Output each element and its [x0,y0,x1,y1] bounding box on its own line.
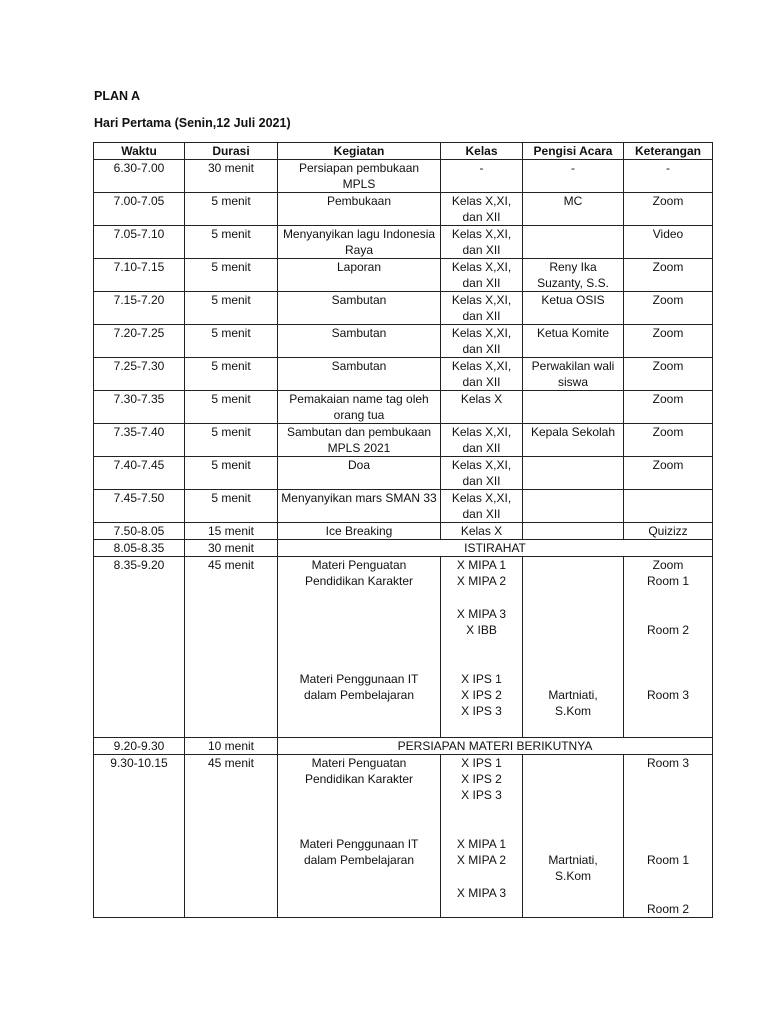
cell-durasi: 30 menit [185,540,278,557]
cell-durasi: 5 menit [185,226,278,259]
header-durasi: Durasi [185,143,278,160]
break-row [94,540,713,557]
cell-kelas: Kelas X,XI, dan XII [441,226,523,259]
cell-waktu: 9.30-10.15 [94,755,185,918]
break-label: ISTIRAHAT [278,540,713,557]
cell-pengisi [523,226,624,259]
cell-durasi: 15 menit [185,523,278,540]
cell-waktu: 7.20-7.25 [94,325,185,358]
kegiatan-line: dalam Pembelajaran [303,688,415,702]
cell-waktu: 7.05-7.10 [94,226,185,259]
cell-kelas: - [441,160,523,193]
header-keterangan: Keterangan [624,143,713,160]
cell-kelas: Kelas X,XI, dan XII [441,424,523,457]
kelas-line: X IPS 1 [461,672,502,686]
cell-durasi: 5 menit [185,358,278,391]
plan-title: PLAN A [94,89,141,103]
cell-durasi: 5 menit [185,193,278,226]
kelas-line: X IPS 3 [461,704,502,718]
header-pengisi-acara: Pengisi Acara [523,143,624,160]
cell-pengisi [523,391,624,424]
table-row [94,391,713,424]
cell-waktu: 7.35-7.40 [94,424,185,457]
kelas-line: X IPS 1 [461,756,502,770]
cell-keterangan: Video [624,226,713,259]
kelas-line: X IPS 2 [461,688,502,702]
day-title: Hari Pertama (Senin,12 Juli 2021) [94,116,291,130]
keterangan-line: Room 1 [646,853,690,867]
table-row [94,259,713,292]
cell-kegiatan [278,755,441,918]
cell-pengisi: Ketua Komite [523,325,624,358]
kegiatan-line: Materi Penguatan [311,756,407,770]
schedule-table [93,142,713,918]
cell-durasi: 5 menit [185,325,278,358]
kelas-line: X IPS 2 [461,772,502,786]
cell-waktu: 8.35-9.20 [94,557,185,738]
cell-waktu: 9.20-9.30 [94,738,185,755]
cell-waktu: 7.10-7.15 [94,259,185,292]
cell-keterangan: Zoom [624,391,713,424]
cell-durasi: 5 menit [185,457,278,490]
cell-durasi: 10 menit [185,738,278,755]
cell-pengisi: MC [523,193,624,226]
cell-kegiatan: Menyanyikan mars SMAN 33 [278,490,441,523]
header-waktu: Waktu [94,143,185,160]
cell-keterangan: Zoom [624,424,713,457]
keterangan-line: Zoom [652,558,684,572]
table-row [94,226,713,259]
cell-kegiatan: Sambutan dan pembukaan MPLS 2021 [278,424,441,457]
cell-keterangan: Quizizz [624,523,713,540]
table-row [94,523,713,540]
cell-kegiatan: Sambutan [278,358,441,391]
kegiatan-line: dalam Pembelajaran [303,853,415,867]
cell-kelas [441,557,523,738]
cell-kegiatan: Laporan [278,259,441,292]
table-row [94,490,713,523]
cell-pengisi [523,523,624,540]
cell-pengisi: Reny Ika Suzanty, S.S. [523,259,624,292]
cell-durasi: 5 menit [185,424,278,457]
cell-kegiatan: Ice Breaking [278,523,441,540]
cell-keterangan: Zoom [624,259,713,292]
kegiatan-line: Pendidikan Karakter [304,574,414,588]
cell-durasi: 30 menit [185,160,278,193]
cell-kegiatan: Sambutan [278,325,441,358]
cell-kegiatan: Persiapan pembukaan MPLS [278,160,441,193]
cell-kelas: Kelas X,XI, dan XII [441,193,523,226]
cell-pengisi: Perwakilan wali siswa [523,358,624,391]
table-row [94,424,713,457]
keterangan-line: Room 3 [646,688,690,702]
cell-keterangan: Zoom [624,193,713,226]
header-row [94,143,713,160]
cell-pengisi [523,557,624,738]
kelas-line: X MIPA 3 [456,886,507,900]
break-row [94,738,713,755]
cell-keterangan [624,557,713,738]
cell-kelas: Kelas X [441,523,523,540]
kelas-line: X MIPA 1 [456,837,507,851]
session-row [94,755,713,918]
cell-keterangan: Zoom [624,358,713,391]
cell-waktu: 7.15-7.20 [94,292,185,325]
kelas-line: X MIPA 2 [456,853,507,867]
kegiatan-line: Pendidikan Karakter [304,772,414,786]
pengisi-line: S.Kom [554,869,591,883]
cell-kegiatan: Pemakaian name tag oleh orang tua [278,391,441,424]
cell-pengisi: Kepala Sekolah [523,424,624,457]
cell-waktu: 6.30-7.00 [94,160,185,193]
pengisi-line: Martniati, [548,853,598,867]
cell-kegiatan: Pembukaan [278,193,441,226]
pengisi-line: S.Kom [554,704,591,718]
cell-kegiatan [278,557,441,738]
cell-kelas: Kelas X,XI, dan XII [441,259,523,292]
cell-kegiatan: Doa [278,457,441,490]
cell-kelas [441,755,523,918]
header-kegiatan: Kegiatan [278,143,441,160]
cell-waktu: 7.25-7.30 [94,358,185,391]
keterangan-line: Room 1 [646,574,690,588]
cell-waktu: 7.40-7.45 [94,457,185,490]
table-row [94,358,713,391]
keterangan-line: Room 2 [646,902,690,916]
cell-pengisi: Ketua OSIS [523,292,624,325]
cell-keterangan: Zoom [624,457,713,490]
kelas-line: X IPS 3 [461,788,502,802]
table-row [94,325,713,358]
cell-kelas: Kelas X [441,391,523,424]
cell-kelas: Kelas X,XI, dan XII [441,292,523,325]
kegiatan-line: Materi Penguatan [311,558,407,572]
cell-waktu: 7.50-8.05 [94,523,185,540]
break-label: PERSIAPAN MATERI BERIKUTNYA [278,738,713,755]
cell-keterangan: Zoom [624,325,713,358]
kegiatan-line: Materi Penggunaan IT [299,672,419,686]
kelas-line: X MIPA 2 [456,574,507,588]
cell-waktu: 7.45-7.50 [94,490,185,523]
cell-durasi: 5 menit [185,292,278,325]
cell-durasi: 5 menit [185,391,278,424]
cell-kelas: Kelas X,XI, dan XII [441,457,523,490]
kelas-line: X IBB [466,623,497,637]
kegiatan-line: Materi Penggunaan IT [299,837,419,851]
kelas-line: X MIPA 3 [456,607,507,621]
cell-pengisi [523,457,624,490]
cell-pengisi [523,755,624,918]
cell-kegiatan: Menyanyikan lagu Indonesia Raya [278,226,441,259]
keterangan-line: Room 2 [646,623,690,637]
table-row [94,457,713,490]
cell-pengisi: - [523,160,624,193]
kelas-line: X MIPA 1 [456,558,507,572]
cell-keterangan [624,755,713,918]
cell-durasi: 45 menit [185,755,278,918]
cell-kelas: Kelas X,XI, dan XII [441,490,523,523]
cell-durasi: 5 menit [185,490,278,523]
cell-kelas: Kelas X,XI, dan XII [441,325,523,358]
keterangan-line: Room 3 [646,756,690,770]
cell-durasi: 5 menit [185,259,278,292]
table-row [94,193,713,226]
session-row [94,557,713,738]
cell-keterangan: Zoom [624,292,713,325]
table-row [94,292,713,325]
cell-waktu: 7.30-7.35 [94,391,185,424]
cell-keterangan [624,490,713,523]
cell-waktu: 8.05-8.35 [94,540,185,557]
cell-waktu: 7.00-7.05 [94,193,185,226]
cell-pengisi [523,490,624,523]
cell-durasi: 45 menit [185,557,278,738]
cell-kelas: Kelas X,XI, dan XII [441,358,523,391]
header-kelas: Kelas [441,143,523,160]
cell-keterangan: - [624,160,713,193]
pengisi-line: Martniati, [548,688,598,702]
table-row [94,160,713,193]
cell-kegiatan: Sambutan [278,292,441,325]
